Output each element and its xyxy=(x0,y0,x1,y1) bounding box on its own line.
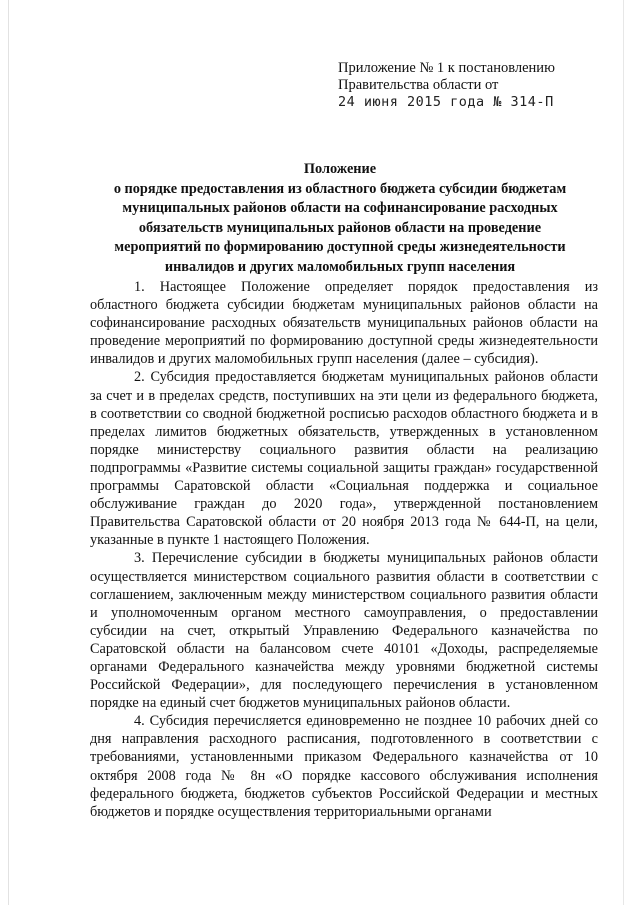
document-body xyxy=(90,278,598,821)
appendix-header xyxy=(338,60,618,111)
document-title xyxy=(80,160,600,277)
appendix-line-2: Правительства области от xyxy=(338,77,499,93)
title-line-5: инвалидов и других маломобильных групп населения xyxy=(164,258,516,275)
paragraph-2: 2. Субсидия предоставляется бюджетам муниципальных районов области за счет и в пределах средств, поступивших на эти цели из федерального бюджета, в соответствии со сводной бюджетной росписью расходов областного бюджета и в пределах лимитов бюджетных обязательств, утвержденных в установленном порядке министерству социального развития области на реализацию подпрограммы «Развитие системы социальной защиты граждан» государственной программы Саратовской области «Социальная поддержка и социальное обслуживание граждан до 2020 года», утвержденной постановлением Правительства Саратовской области от 20 ноября 2013 года № 644-П, на цели, указанные в пункте 1 настоящего Положения. xyxy=(90,369,598,549)
scan-edge-left xyxy=(8,0,9,905)
paragraph-3: 3. Перечисление субсидии в бюджеты муниципальных районов области осуществляется министерством социального развития области в соответствии с соглашением, заключенным между министерством социального развития области и уполномоченным органом местного самоуправления, о предоставлении субсидии на счет, открытый Управлению Федерального казначейства по Саратовской области на балансовом счете 40101 «Доходы, распределяемые органами Федерального казначейства между уровнями бюджетной системы Российской Федерации», для последующего перечисления в установленном порядке на единый счет бюджетов муниципальных районов области. xyxy=(90,550,598,712)
title-heading: Положение xyxy=(303,161,377,177)
scan-edge-right xyxy=(623,0,624,905)
appendix-line-1: Приложение № 1 к постановлению xyxy=(338,60,555,76)
paragraph-4: 4. Субсидия перечисляется единовременно не позднее 10 рабочих дней со дня направления расходного расписания, подготовленного в соответствии с требованиями, установленными приказом Федерального казначейства от 10 октября 2008 года № 8н «О порядке кассового обслуживания исполнения федерального бюджета, бюджетов субъектов Российской Федерации и местных бюджетов и порядке осуществления территориальными органами xyxy=(90,713,598,820)
paragraph-1: 1. Настоящее Положение определяет порядок предоставления из областного бюджета субсидии бюджетам муниципальных районов области на софинансирование расходных обязательств муниципальных районов области на проведение мероприятий по формированию доступной среды жизнедеятельности инвалидов и других маломобильных групп населения (далее – субсидия). xyxy=(90,279,598,368)
title-line-2: муниципальных районов области на софинансирование расходных xyxy=(122,200,558,216)
title-line-4: мероприятий по формированию доступной среды жизнедеятельности xyxy=(114,239,566,255)
title-line-3: обязательств муниципальных районов области на проведение xyxy=(138,219,542,236)
appendix-date-stamp: 24 июня 2015 года № 314-П xyxy=(338,94,554,110)
title-line-1: о порядке предоставления из областного бюджета субсидии бюджетам xyxy=(113,180,567,197)
